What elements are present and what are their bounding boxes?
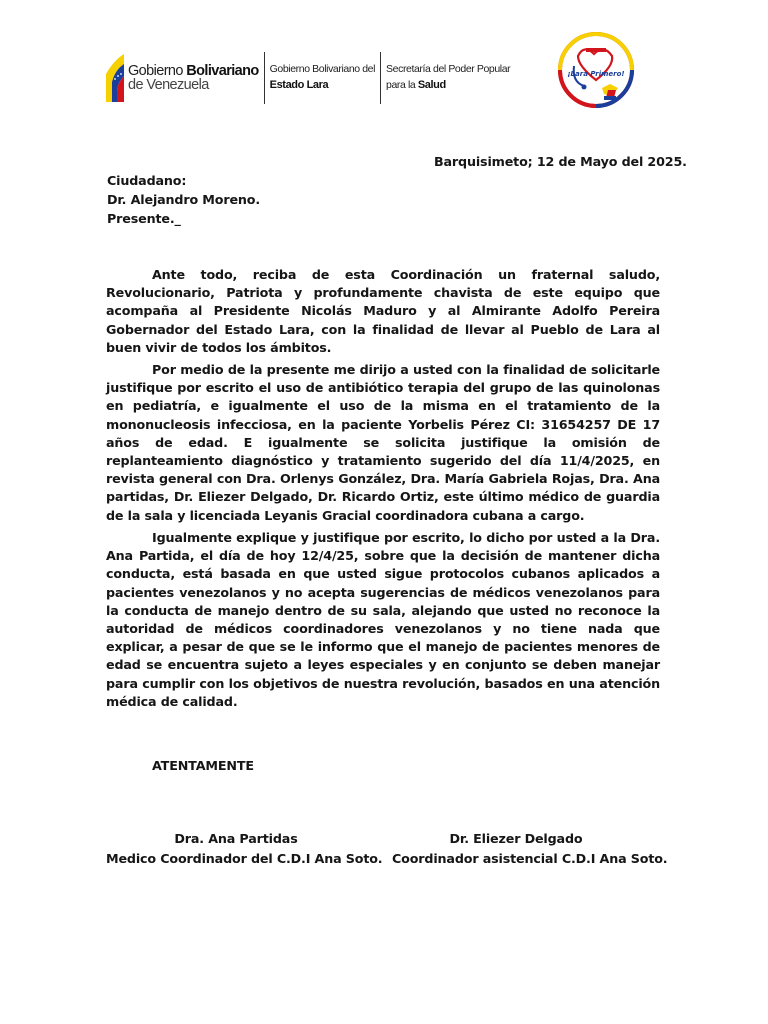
gov-country: de Venezuela [128,77,209,93]
signer1-title: Medico Coordinador del C.D.I Ana Soto. [106,851,383,866]
secretariat-name: Salud [417,78,446,91]
seal-text: ¡Lara Primero! [567,70,625,78]
venezuela-flag-icon [104,52,126,104]
secretariat-prefix: para la [386,78,418,91]
signer1-name: Dra. Ana Partidas [174,831,298,846]
paragraph-request: Por medio de la presente me dirijo a usted con la finalidad de solicitarle justifique por escrito el uso de antibiótico terapia del grupo de las quinolonas en pediatría, e igualmente el uso de la misma en el tratamiento de la mononucleosis infecciosa, en la paciente Yorbelis Pérez CI: 31654257 DE 17 años de edad. E igualmente se solicita justifique la omisión de replanteamiento diagnóstico y tratamiento sugerido del día 11/4/2025, en revista general con Dra. Orlenys González, Dra. María Gabriela Rojas, Dra. Ana partidas, Dr. Eliezer Delgado, Dr. Ricardo Ortiz, este último médico de guardia de la sala y licenciada Leyanis Gracial coordinadora cubana a cargo. [106,362,660,523]
signer2-name: Dr. Eliezer Delgado [449,831,583,846]
header-divider [380,52,381,104]
header-divider [264,52,265,104]
secretariat-line1: Secretaría del Poder Popular [386,63,511,76]
presente-line: Presente._ [107,211,181,226]
signer2-title: Coordinador asistencial C.D.I Ana Soto. [392,851,668,866]
letterhead [104,44,510,112]
health-seal-logo-icon [556,26,636,112]
paragraph-explanation: Igualmente explique y justifique por escrito, lo dicho por usted a la Dra. Ana Partida, el día de hoy 12/4/25, sobre que la decisión de mantener dicha conducta, está basada en que usted sigue protocolos cubanos aplicados a pacientes venezolanos y no acepta sugerencias de médicos venezolanos para la conducta de manejo dentro de su sala, alejando que usted no reconoce la autoridad de médicos coordinadores venezolanos y no tiene nada que explicar, a pesar de que se le informo que el manejo de pacientes menores de edad se encuentra sujeto a leyes especiales y en conjunto se deben manejar para cumplir con los objetivos de nuestra revolución, basados en una atención médica de calidad. [106,530,660,709]
paragraph-greeting: Ante todo, reciba de esta Coordinación un fraternal saludo, Revolucionario, Patriota y profundamente chavista de este equipo que acompaña al Presidente Nicolás Maduro y al Almirante Adolfo Pereira Gobernador del Estado Lara, con la finalidad de llevar al Pueblo de Lara al buen vivir de todos los ámbitos. [106,267,660,355]
state-gov-line1: Gobierno Bolivariano del [269,63,376,76]
gov-logo-text [128,64,259,93]
letter-date: Barquisimeto; 12 de Mayo del 2025. [434,154,687,169]
recipient-name: Dr. Alejandro Moreno. [107,192,261,207]
gobierno-bolivariano-logo [104,52,259,104]
closing: ATENTAMENTE [152,758,254,773]
salutation: Ciudadano: [107,173,187,188]
gov-name-regular: Gobierno [128,62,187,79]
state-government-block [270,62,375,93]
gov-name-bold: Bolivariano [186,62,259,79]
state-gov-name: Estado Lara [269,78,329,91]
secretariat-block [386,62,510,93]
